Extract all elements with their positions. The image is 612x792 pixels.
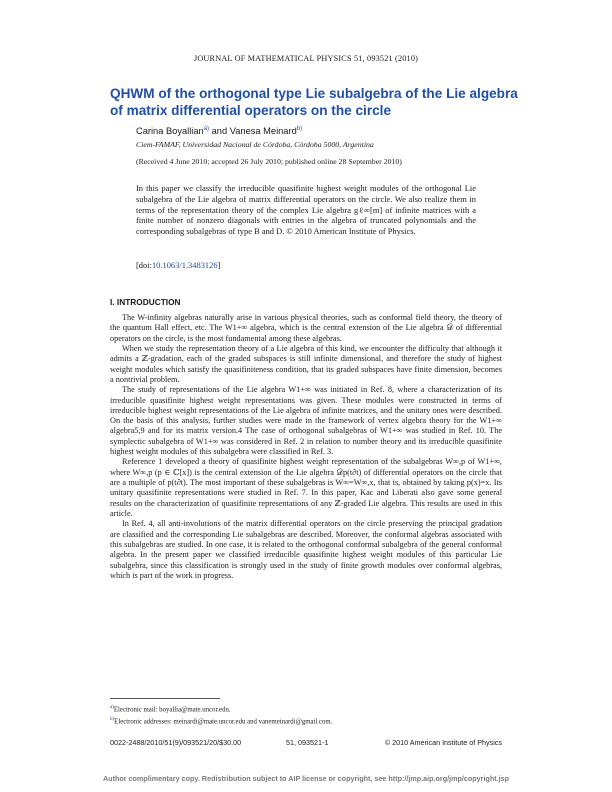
footnote-divider	[110, 698, 220, 699]
author-name: Carina Boyallian	[136, 126, 204, 137]
footnote-mark: b)	[110, 717, 115, 723]
abstract: In this paper we classify the irreducible quasifinite highest weight modules of the orthogonal Lie subalgebra of the Lie algebra of matrix differential operators on the circle. We also realize them in terms of the representation theory of the complex Lie algebra gℓ∞[m] of infinite matrices with a finite number of nonzero diagonals with entries in the algebra of truncated polynomials and the corresponding subalgebras of type B and D. © 2010 American Institute of Physics.	[136, 183, 476, 237]
paragraph: The W-infinity algebras naturally arise in various physical theories, such as conformal field theory, the theory of the quantum Hall effect, etc. The W1+∞ algebra, which is the central extension of the Lie algebra 𝒟 of differential operators on the circle, is the most fundamental among these algebras.	[110, 313, 502, 343]
section-heading: I. INTRODUCTION	[110, 297, 181, 307]
journal-code: 0022-2488/2010/51(9)/093521/20/$30.00	[110, 738, 242, 747]
footnote-text: Electronic mail: boyallia@mate.uncor.edu.	[113, 706, 231, 714]
author-name: Vanesa Meinard	[229, 126, 297, 137]
copyright-notice: Author complimentary copy. Redistribution subject to AIP license or copyright, see http://jmp.aip.org/jmp/copyright.jsp	[102, 774, 509, 783]
footnote-text: Electronic addresses: meinardi@mate.uncor.edu and vanemeinardi@gmail.com.	[114, 718, 333, 726]
doi-link[interactable]: 10.1063/1.3483126	[151, 260, 218, 270]
doi-bracket: [doi:	[136, 260, 152, 270]
footnote-marker-link[interactable]: b)	[296, 126, 303, 132]
footnote-marker-link[interactable]: a)	[203, 126, 210, 132]
footnote-b	[110, 715, 332, 727]
footnote-mark: a)	[110, 705, 114, 710]
footnote-a	[110, 703, 332, 715]
author-line	[136, 126, 302, 136]
paragraph: When we study the representation theory of a Lie algebra of this kind, we encounter the difficulty that although it admits a ℤ-gradation, each of the graded subspaces is still infinite dimensional, and therefore the study of highest weight modules which satisfy the quasifiniteness condition, that its graded subspaces have finite dimension, becomes a nontrivial problem.	[110, 343, 502, 384]
footnotes	[110, 703, 332, 728]
paragraph: In Ref. 4, all anti-involutions of the matrix differential operators on the circle preserving the principal gradation are classified and the corresponding Lie subalgebras are described. Moreover, the conformal algebras associated with this subalgebras are studied. In one case, it is related to the orthogonal conformal subalgebra of the general conformal algebra. In the present paper we classified irreducible quasifinite highest weight modules of this particular Lie subalgebra, since this classification is strongly used in the study of finite growth modules over conformal algebras, which is part of the work in progress.	[110, 519, 502, 580]
paragraph: Reference 1 developed a theory of quasifinite highest weight representation of the subalgebras W∞,p of W1+∞, where W∞,p (p ∈ ℂ[x]) is the central extension of the Lie algebra 𝒟p(t∂t) of differential operators on the circle that are a multiple of p(t∂t). The most important of these subalgebras is W∞=W∞,x, that is, obtained by taking p(x)=x. Its unitary quasifinite representations were studied in Ref. 7. In this paper, Kac and Liberati also gave some general results on the characterization of quasifinite representations of any ℤ-graded Lie algebra. This results are used in this article.	[110, 457, 502, 518]
page-number: 51, 093521-1	[286, 738, 329, 747]
body-text	[110, 313, 502, 581]
doi-bracket: ]	[217, 260, 221, 270]
received-dates: (Received 4 June 2010; accepted 26 July 2010; published online 28 September 2010)	[136, 157, 402, 166]
author-separator: and	[209, 126, 230, 137]
publisher-copyright: © 2010 American Institute of Physics	[384, 738, 502, 747]
affiliation: Ciem-FAMAF, Universidad Nacional de Córdoba, Córdoba 5000, Argentina	[136, 140, 374, 149]
article-title: QHWM of the orthogonal type Lie subalgebra of the Lie algebra of matrix differential operators on the circle	[110, 86, 518, 118]
running-header: JOURNAL OF MATHEMATICAL PHYSICS 51, 093521 (2010)	[193, 54, 419, 63]
paragraph: The study of representations of the Lie algebra W1+∞ was initiated in Ref. 8, where a characterization of its irreducible quasifinite highest weight representations was given. These modules were constructed in terms of irreducible highest weight representations of the Lie algebra of infinite matrices, and the unitary ones were described. On the basis of this analysis, further studies were made in the framework of vertex algebra theory for the W1+∞ algebra5,9 and for its matrix version.4 The case of orthogonal subalgebras of W1+∞ was studied in Ref. 10. The symplectic subalgebra of W1+∞ was considered in Ref. 2 in relation to number theory and its irreducible quasifinite highest weight modules of this subalgebra were classified in Ref. 3.	[110, 385, 502, 457]
doi-line	[136, 260, 220, 270]
